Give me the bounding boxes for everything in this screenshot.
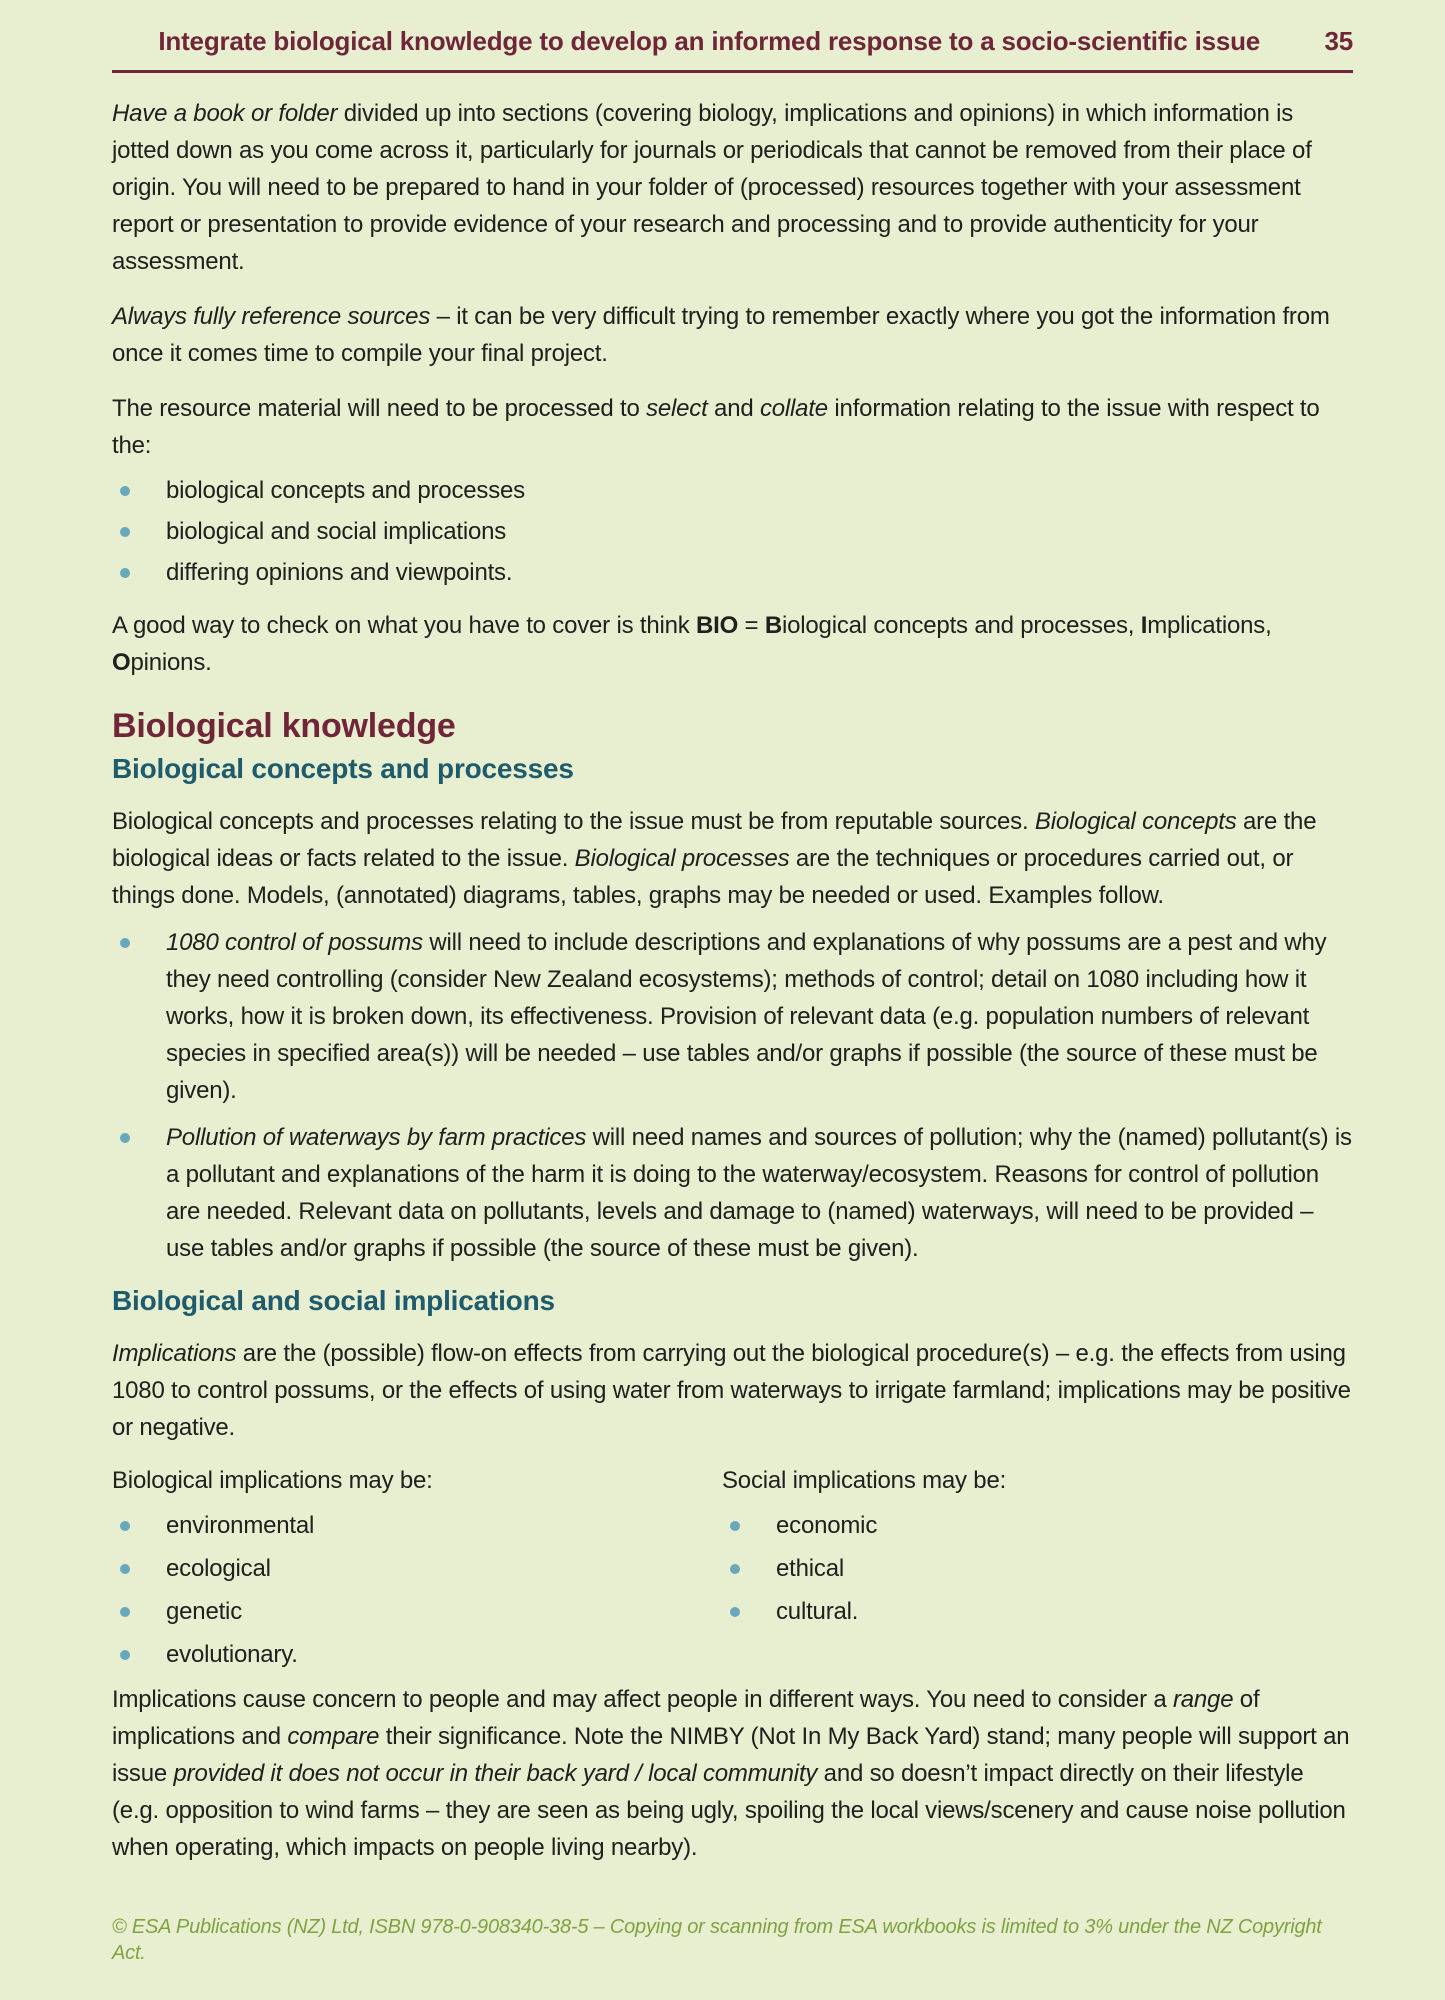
bio-coverage-list bbox=[112, 472, 1353, 591]
list-item-label: ecological bbox=[166, 1555, 271, 1582]
bullet-icon bbox=[120, 1521, 130, 1531]
heading-biological-knowledge: Biological knowledge bbox=[112, 707, 456, 745]
bullet-icon bbox=[120, 1607, 130, 1617]
page-footer bbox=[112, 1884, 1353, 1966]
subheading-biological-concepts: Biological concepts and processes bbox=[112, 753, 574, 784]
list-item bbox=[112, 513, 1353, 550]
list-item bbox=[112, 554, 1353, 591]
paragraph-book-or-folder: Have a book or folder divided up into sections (covering biology, implications and opinions) in which information is jotted down as you come across it, particularly for journals or periodicals that cannot be removed from their place of origin. You will need to be prepared to hand in your folder of (processed) resources together with your assessment report or presentation to provide evidence of your research and processing and to provide authenticity for your assessment. bbox=[112, 100, 1312, 275]
list-item-text: 1080 control of possums will need to include descriptions and explanations of why possums are a pest and why they need controlling (consider New Zealand ecosystems); methods of control; detail on 1080 including how it works, how it is broken down, its effectiveness. Provision of relevant data (e.g. population numbers of relevant species in specified area(s)) will be needed – use tables and/or graphs if possible (the source of these must be given). bbox=[166, 929, 1327, 1104]
page-header bbox=[112, 26, 1353, 73]
copyright-notice: © ESA Publications (NZ) Ltd, ISBN 978-0-908340-38-5 – Copying or scanning from ESA workbooks is limited to 3% under the NZ Copyright Act. bbox=[112, 1916, 1322, 1964]
list-item bbox=[112, 1507, 722, 1544]
paragraph-reference-sources: Always fully reference sources – it can be very difficult trying to remember exactly where you got the information from once it comes time to compile your final project. bbox=[112, 303, 1330, 367]
examples-list bbox=[112, 924, 1353, 1267]
bullet-icon bbox=[120, 486, 130, 496]
paragraph-resource-material: The resource material will need to be processed to select and collate information relating to the issue with respect to the: bbox=[112, 395, 1320, 459]
list-item bbox=[722, 1593, 1353, 1630]
list-item-label: evolutionary. bbox=[166, 1641, 298, 1668]
social-implications-column bbox=[722, 1462, 1353, 1679]
biological-implications-list bbox=[112, 1507, 722, 1673]
page-number: 35 bbox=[1324, 26, 1353, 56]
running-head-title: Integrate biological knowledge to develop an informed response to a socio-scientific issue bbox=[158, 26, 1261, 56]
bullet-icon bbox=[730, 1607, 740, 1617]
social-implications-label: Social implications may be: bbox=[722, 1467, 1007, 1494]
running-head-line bbox=[112, 26, 1353, 57]
bullet-icon bbox=[120, 527, 130, 537]
bullet-icon bbox=[120, 1564, 130, 1574]
paragraph-nimby: Implications cause concern to people and may affect people in different ways. You need to consider a range of implications and compare their significance. Note the NIMBY (Not In My Back Yard) stand; many people will support an issue provided it does not occur in their back yard / local community and so doesn’t impact directly on their lifestyle (e.g. opposition to wind farms – they are seen as being ugly, spoiling the local views/scenery and cause noise pollution when operating, which impacts on people living nearby). bbox=[112, 1686, 1350, 1861]
social-implications-list bbox=[722, 1507, 1353, 1630]
paragraph-concepts-processes: Biological concepts and processes relating to the issue must be from reputable sources. Biological concepts are the biological ideas or facts related to the issue. Biological processes are the techniques or procedures carried out, or things done. Models, (annotated) diagrams, tables, graphs may be needed or used. Examples follow. bbox=[112, 808, 1317, 909]
bullet-icon bbox=[120, 1650, 130, 1660]
list-item-label: economic bbox=[776, 1512, 878, 1539]
biological-implications-label: Biological implications may be: bbox=[112, 1467, 433, 1494]
paragraph-bio-acronym: A good way to check on what you have to cover is think BIO = Biological concepts and processes, Implications, Opinions. bbox=[112, 612, 1272, 676]
list-item-label: genetic bbox=[166, 1598, 242, 1625]
list-item-label: biological and social implications bbox=[166, 518, 507, 545]
list-item-label: ethical bbox=[776, 1555, 844, 1582]
list-item-label: differing opinions and viewpoints. bbox=[166, 559, 513, 586]
bullet-icon bbox=[730, 1564, 740, 1574]
list-item-label: environmental bbox=[166, 1512, 315, 1539]
list-item bbox=[722, 1507, 1353, 1544]
list-item bbox=[112, 472, 1353, 509]
subheading-biological-social-implications: Biological and social implications bbox=[112, 1285, 555, 1316]
list-item-text: Pollution of waterways by farm practices will need names and sources of pollution; why the (named) pollutant(s) is a pollutant and explanations of the harm it is doing to the waterway/ecosystem. Reasons for control of pollution are needed. Relevant data on pollutants, levels and damage to (named) waterways, will need to be provided – use tables and/or graphs if possible (the source of these must be given). bbox=[166, 1124, 1352, 1262]
list-item bbox=[112, 1119, 1353, 1267]
list-item bbox=[112, 1550, 722, 1587]
list-item-label: biological concepts and processes bbox=[166, 477, 525, 504]
biological-implications-column bbox=[112, 1462, 722, 1679]
bullet-icon bbox=[120, 1133, 130, 1143]
paragraph-implications: Implications are the (possible) flow-on effects from carrying out the biological procedure(s) – e.g. the effects from using 1080 to control possums, or the effects of using water from waterways to irrigate farmland; implications may be positive or negative. bbox=[112, 1340, 1351, 1441]
list-item bbox=[112, 924, 1353, 1109]
list-item-label: cultural. bbox=[776, 1598, 859, 1625]
list-item bbox=[112, 1593, 722, 1630]
page-body bbox=[112, 95, 1353, 1884]
bullet-icon bbox=[120, 938, 130, 948]
header-rule bbox=[112, 70, 1353, 73]
list-item bbox=[722, 1550, 1353, 1587]
bullet-icon bbox=[730, 1521, 740, 1531]
implications-columns bbox=[112, 1462, 1353, 1679]
list-item bbox=[112, 1636, 722, 1673]
bullet-icon bbox=[120, 568, 130, 578]
